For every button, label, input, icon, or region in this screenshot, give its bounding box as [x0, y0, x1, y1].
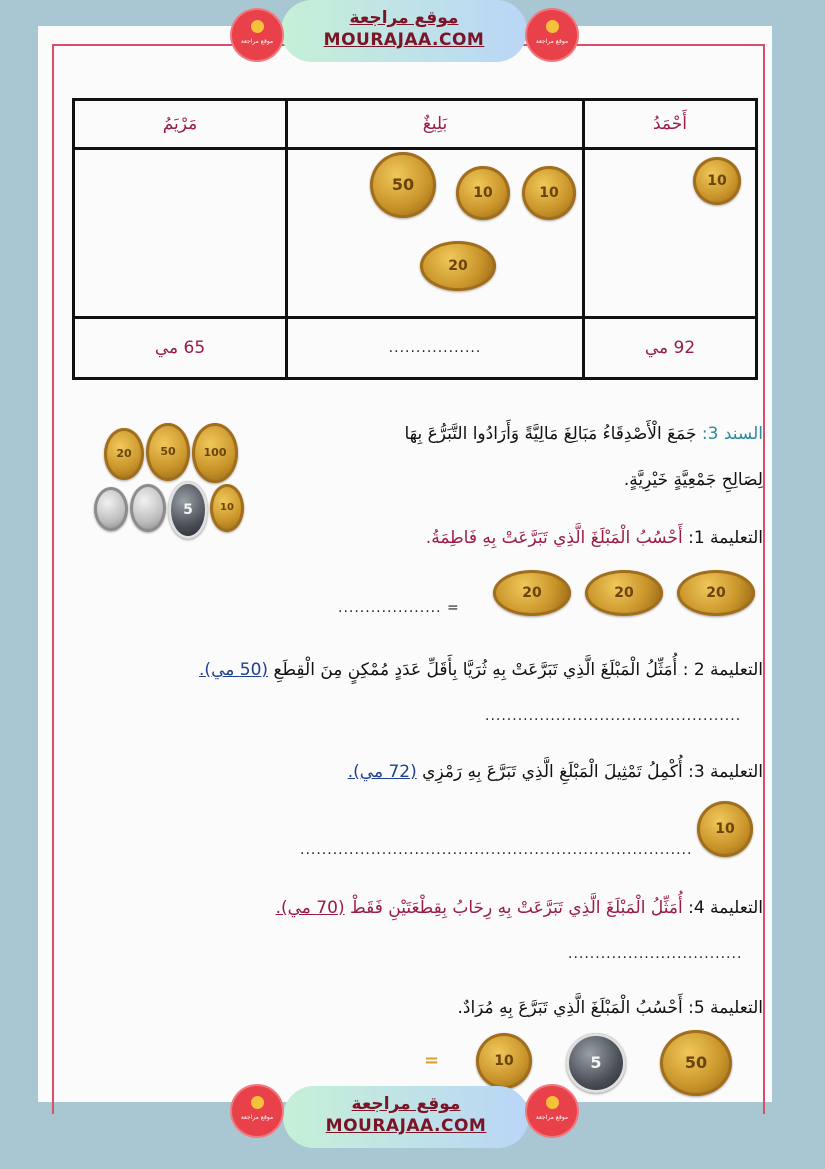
banner-latin: MOURAJAA.COM	[323, 30, 485, 50]
answer-4-field[interactable]: ................................	[568, 946, 743, 962]
instruction-5	[457, 998, 763, 1018]
amount-ahmed: 92 مي	[584, 318, 757, 379]
banner-arabic: موقع مراجعة	[351, 1094, 461, 1114]
instruction-3-amount: (72 مي).	[347, 762, 417, 782]
answer-2-field[interactable]: ...............................................	[485, 708, 742, 724]
amounts-table	[72, 98, 758, 380]
coin-silver-icon	[130, 484, 166, 532]
header-baligh: بَلِيغٌ	[287, 100, 584, 149]
instruction-3	[348, 762, 763, 782]
amount-maryam: 65 مي	[74, 318, 287, 379]
instruction-2-text: أُمَثِّلُ الْمَبْلَغَ الَّذِي تَبَرَّعَتْ بِهِ ثُرَيَّا بِأَقَلِّ عَدَدٍ مُمْكِنٍ مِنَ الْقِطَعِ	[273, 660, 678, 680]
coin-5-icon: 5	[566, 1033, 626, 1093]
sanad-text-1: جَمَعَ الْأَصْدِقَاءُ مَبَالِغَ مَالِيَّةً وَأَرَادُوا التَّبَرُّعَ بِهَا	[404, 424, 697, 444]
coin-50-icon: 50	[660, 1030, 732, 1096]
instruction-4-amount: (70 مي).	[275, 898, 345, 918]
header-ahmed: أَحْمَدُ	[584, 100, 757, 149]
instruction-4-text: أُمَثِّلُ الْمَبْلَغَ الَّذِي تَبَرَّعَتْ بِهِ رِحَابُ بِقِطْعَتَيْنِ فَقَطْ	[349, 898, 683, 918]
coin-10-icon: 10	[522, 166, 576, 220]
logo-caption: موقع مراجعة	[535, 38, 569, 45]
instruction-1	[426, 528, 763, 548]
logo-caption: موقع مراجعة	[240, 1114, 274, 1121]
site-logo-icon	[527, 10, 577, 60]
answer-1-field[interactable]: ................... =	[338, 600, 460, 616]
logo-caption: موقع مراجعة	[535, 1114, 569, 1121]
site-logo-icon	[232, 10, 282, 60]
site-logo-icon	[527, 1086, 577, 1136]
coin-50-icon: 50	[146, 423, 190, 481]
coin-10-icon: 10	[697, 801, 753, 857]
instruction-3-text: أُكْمِلُ تَمْثِيلَ الْمَبْلَغِ الَّذِي تَبَرَّعَ بِهِ رَمْزِي	[422, 762, 683, 782]
instruction-1-text: أَحْسُبُ الْمَبْلَغَ الَّذِي تَبَرَّعَتْ بِهِ فَاطِمَةُ.	[425, 528, 683, 548]
coin-20-icon: 20	[420, 241, 496, 291]
amount-baligh-blank[interactable]: .................	[287, 318, 584, 379]
coin-50-icon: 50	[370, 152, 436, 218]
answer-5-equals[interactable]: =	[424, 1050, 441, 1071]
instruction-2-amount: (50 مي).	[199, 660, 269, 680]
instruction-4-label: التعليمة 4:	[688, 898, 763, 918]
sanad-line-1	[404, 424, 763, 444]
header-maryam: مَرْيَمُ	[74, 100, 287, 149]
coin-100-icon: 100	[192, 423, 238, 483]
sanad-label: السند 3:	[701, 424, 763, 444]
instruction-2	[199, 660, 763, 680]
instruction-4	[276, 898, 763, 918]
instruction-2-label: التعليمة 2 :	[682, 660, 763, 680]
coin-20-icon: 20	[493, 570, 571, 616]
coin-10-icon: 10	[693, 157, 741, 205]
coin-5-icon: 5	[168, 481, 208, 539]
instruction-3-label: التعليمة 3:	[688, 762, 763, 782]
coin-silver-icon	[94, 487, 128, 531]
coin-20-icon: 20	[585, 570, 663, 616]
answer-3-field[interactable]: ........................................................................	[300, 842, 693, 858]
coin-10-icon: 10	[476, 1033, 532, 1089]
banner-latin: MOURAJAA.COM	[325, 1116, 487, 1136]
instruction-1-label: التعليمة 1:	[688, 528, 763, 548]
coin-10-icon: 10	[210, 484, 244, 532]
banner-arabic: موقع مراجعة	[349, 8, 459, 28]
sanad-text-2: لِصَالِحِ جَمْعِيَّةٍ خَيْرِيَّةٍ.	[623, 470, 763, 490]
sanad-line-2	[624, 470, 763, 490]
instruction-5-label: التعليمة 5:	[688, 998, 763, 1018]
site-logo-icon	[232, 1086, 282, 1136]
site-banner-top[interactable]	[281, 0, 527, 62]
site-banner-bottom[interactable]	[283, 1086, 529, 1148]
coin-20-icon: 20	[677, 570, 755, 616]
logo-caption: موقع مراجعة	[240, 38, 274, 45]
instruction-5-text: أَحْسُبُ الْمَبْلَغَ الَّذِي تَبَرَّعَ بِهِ مُرَادٌ.	[457, 998, 683, 1018]
coin-10-icon: 10	[456, 166, 510, 220]
cell-coins-maryam	[74, 149, 287, 318]
coin-20-icon: 20	[104, 428, 144, 480]
